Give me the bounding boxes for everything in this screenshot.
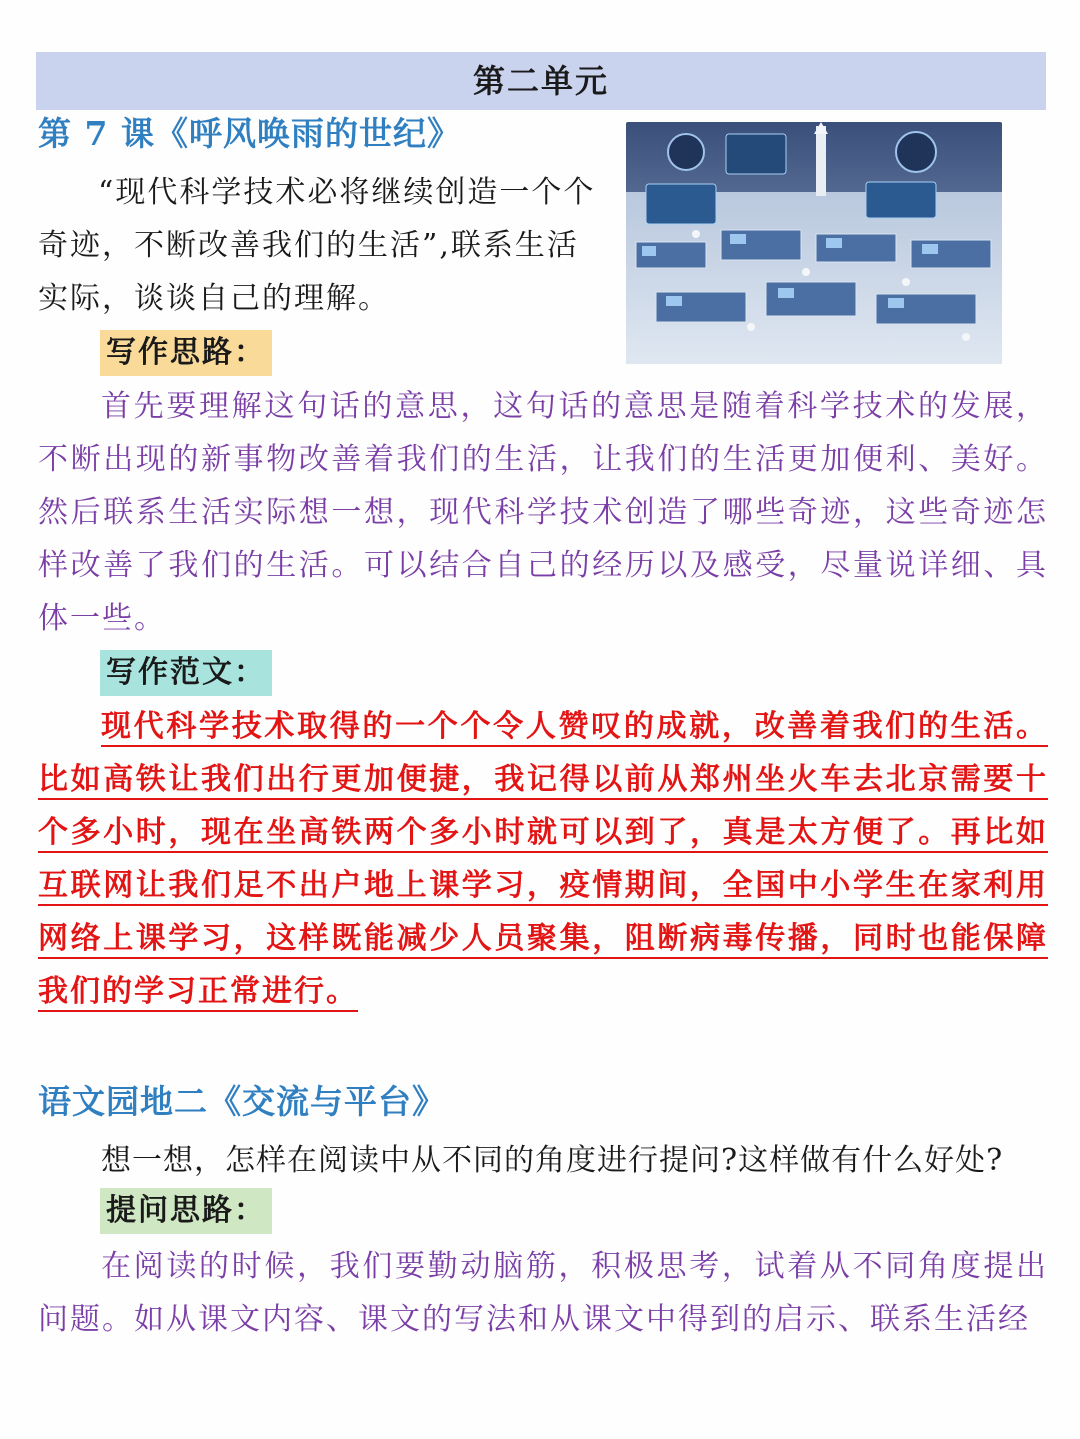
science-lab-illustration: [626, 122, 1002, 364]
sample-essay-label: 写作范文：: [100, 650, 272, 696]
garden-2-prompt: 想一想，怎样在阅读中从不同的角度进行提问?这样做有什么好处?: [101, 1143, 1004, 1178]
sample-essay-text: [38, 700, 1048, 1018]
writing-idea-text: 首先要理解这句话的意思，这句话的意思是随着科学技术的发展，不断出现的新事物改善着我们的生活，让我们的生活更加便利、美好。然后联系生活实际想一想，现代科学技术创造了哪些奇迹，这些奇迹怎样改善了我们的生活。可以结合自己的经历以及感受，尽量说详细、具体一些。: [38, 389, 1048, 636]
question-idea-label: 提问思路：: [100, 1188, 272, 1234]
lesson-7-prompt: “现代科学技术必将继续创造一个个奇迹，不断改善我们的生活”,联系生活实际，谈谈自己的理解。: [38, 175, 596, 316]
question-idea-text: 在阅读的时候，我们要勤动脑筋，积极思考，试着从不同角度提出问题。如从课文内容、课文的写法和从课文中得到的启示、联系生活经: [38, 1249, 1048, 1337]
lesson-7-title: 第 7 课《呼风唤雨的世纪》: [38, 114, 461, 153]
writing-idea-label: 写作思路：: [100, 330, 272, 376]
sample-essay-body: 现代科学技术取得的一个个令人赞叹的成就，改善着我们的生活。比如高铁让我们出行更加便捷，我记得以前从郑州坐火车去北京需要十个多小时，现在坐高铁两个多小时就可以到了，真是太方便了。再比如互联网让我们足不出户地上课学习，疫情期间，全国中小学生在家利用网络上课学习，这样既能减少人员聚集，阻断病毒传播，同时也能保障我们的学习正常进行。: [38, 709, 1048, 1009]
unit-banner: 第二单元: [36, 52, 1046, 110]
garden-2-title: 语文园地二《交流与平台》: [38, 1082, 446, 1121]
